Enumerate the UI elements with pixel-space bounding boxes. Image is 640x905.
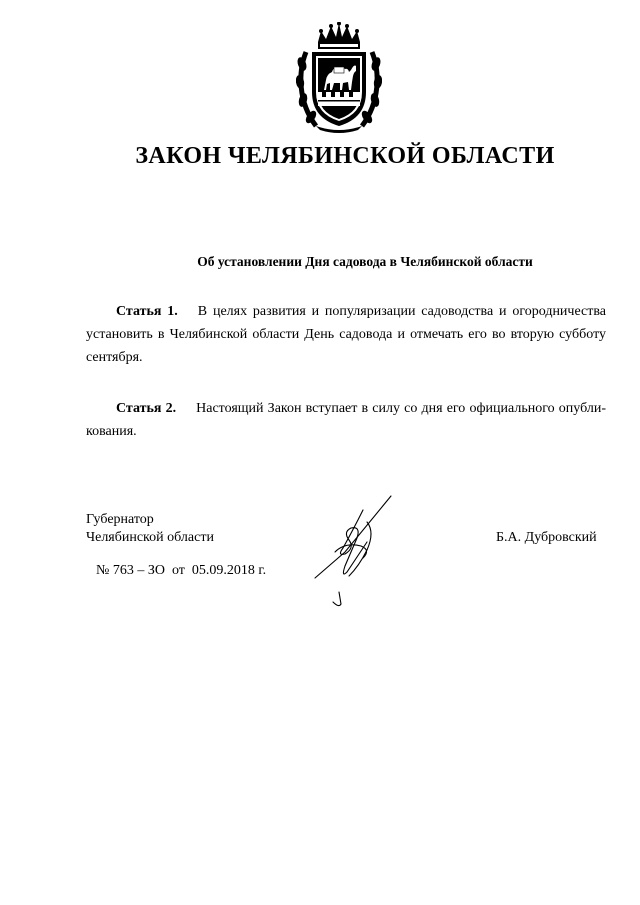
article-2 xyxy=(86,397,606,443)
governor-title-line1: Губернатор xyxy=(86,512,154,527)
document-number: № 763 – ЗО от 05.09.2018 г. xyxy=(96,563,267,578)
law-title: ЗАКОН ЧЕЛЯБИНСКОЙ ОБЛАСТИ xyxy=(135,143,555,169)
article-1 xyxy=(86,300,606,369)
governor-name: Б.А. Дубровский xyxy=(496,530,597,545)
governor-title-line2: Челябинской области xyxy=(86,530,214,545)
article-2-text: Настоящий Закон вступает в силу со дня его официального опубликования. xyxy=(86,401,606,439)
law-subtitle: Об установлении Дня садовода в Челябинской области xyxy=(197,254,533,269)
handwritten-signature-icon xyxy=(305,492,400,610)
chelyabinsk-coat-of-arms-icon xyxy=(296,22,382,134)
article-1-label: Статья 1. xyxy=(116,304,178,319)
article-1-text: В целях развития и популяризации садоводства и огородничества установить в Челябинской области День садовода и отмечать его во вторую субботу сентября. xyxy=(86,304,606,365)
article-2-label: Статья 2. xyxy=(116,401,177,416)
